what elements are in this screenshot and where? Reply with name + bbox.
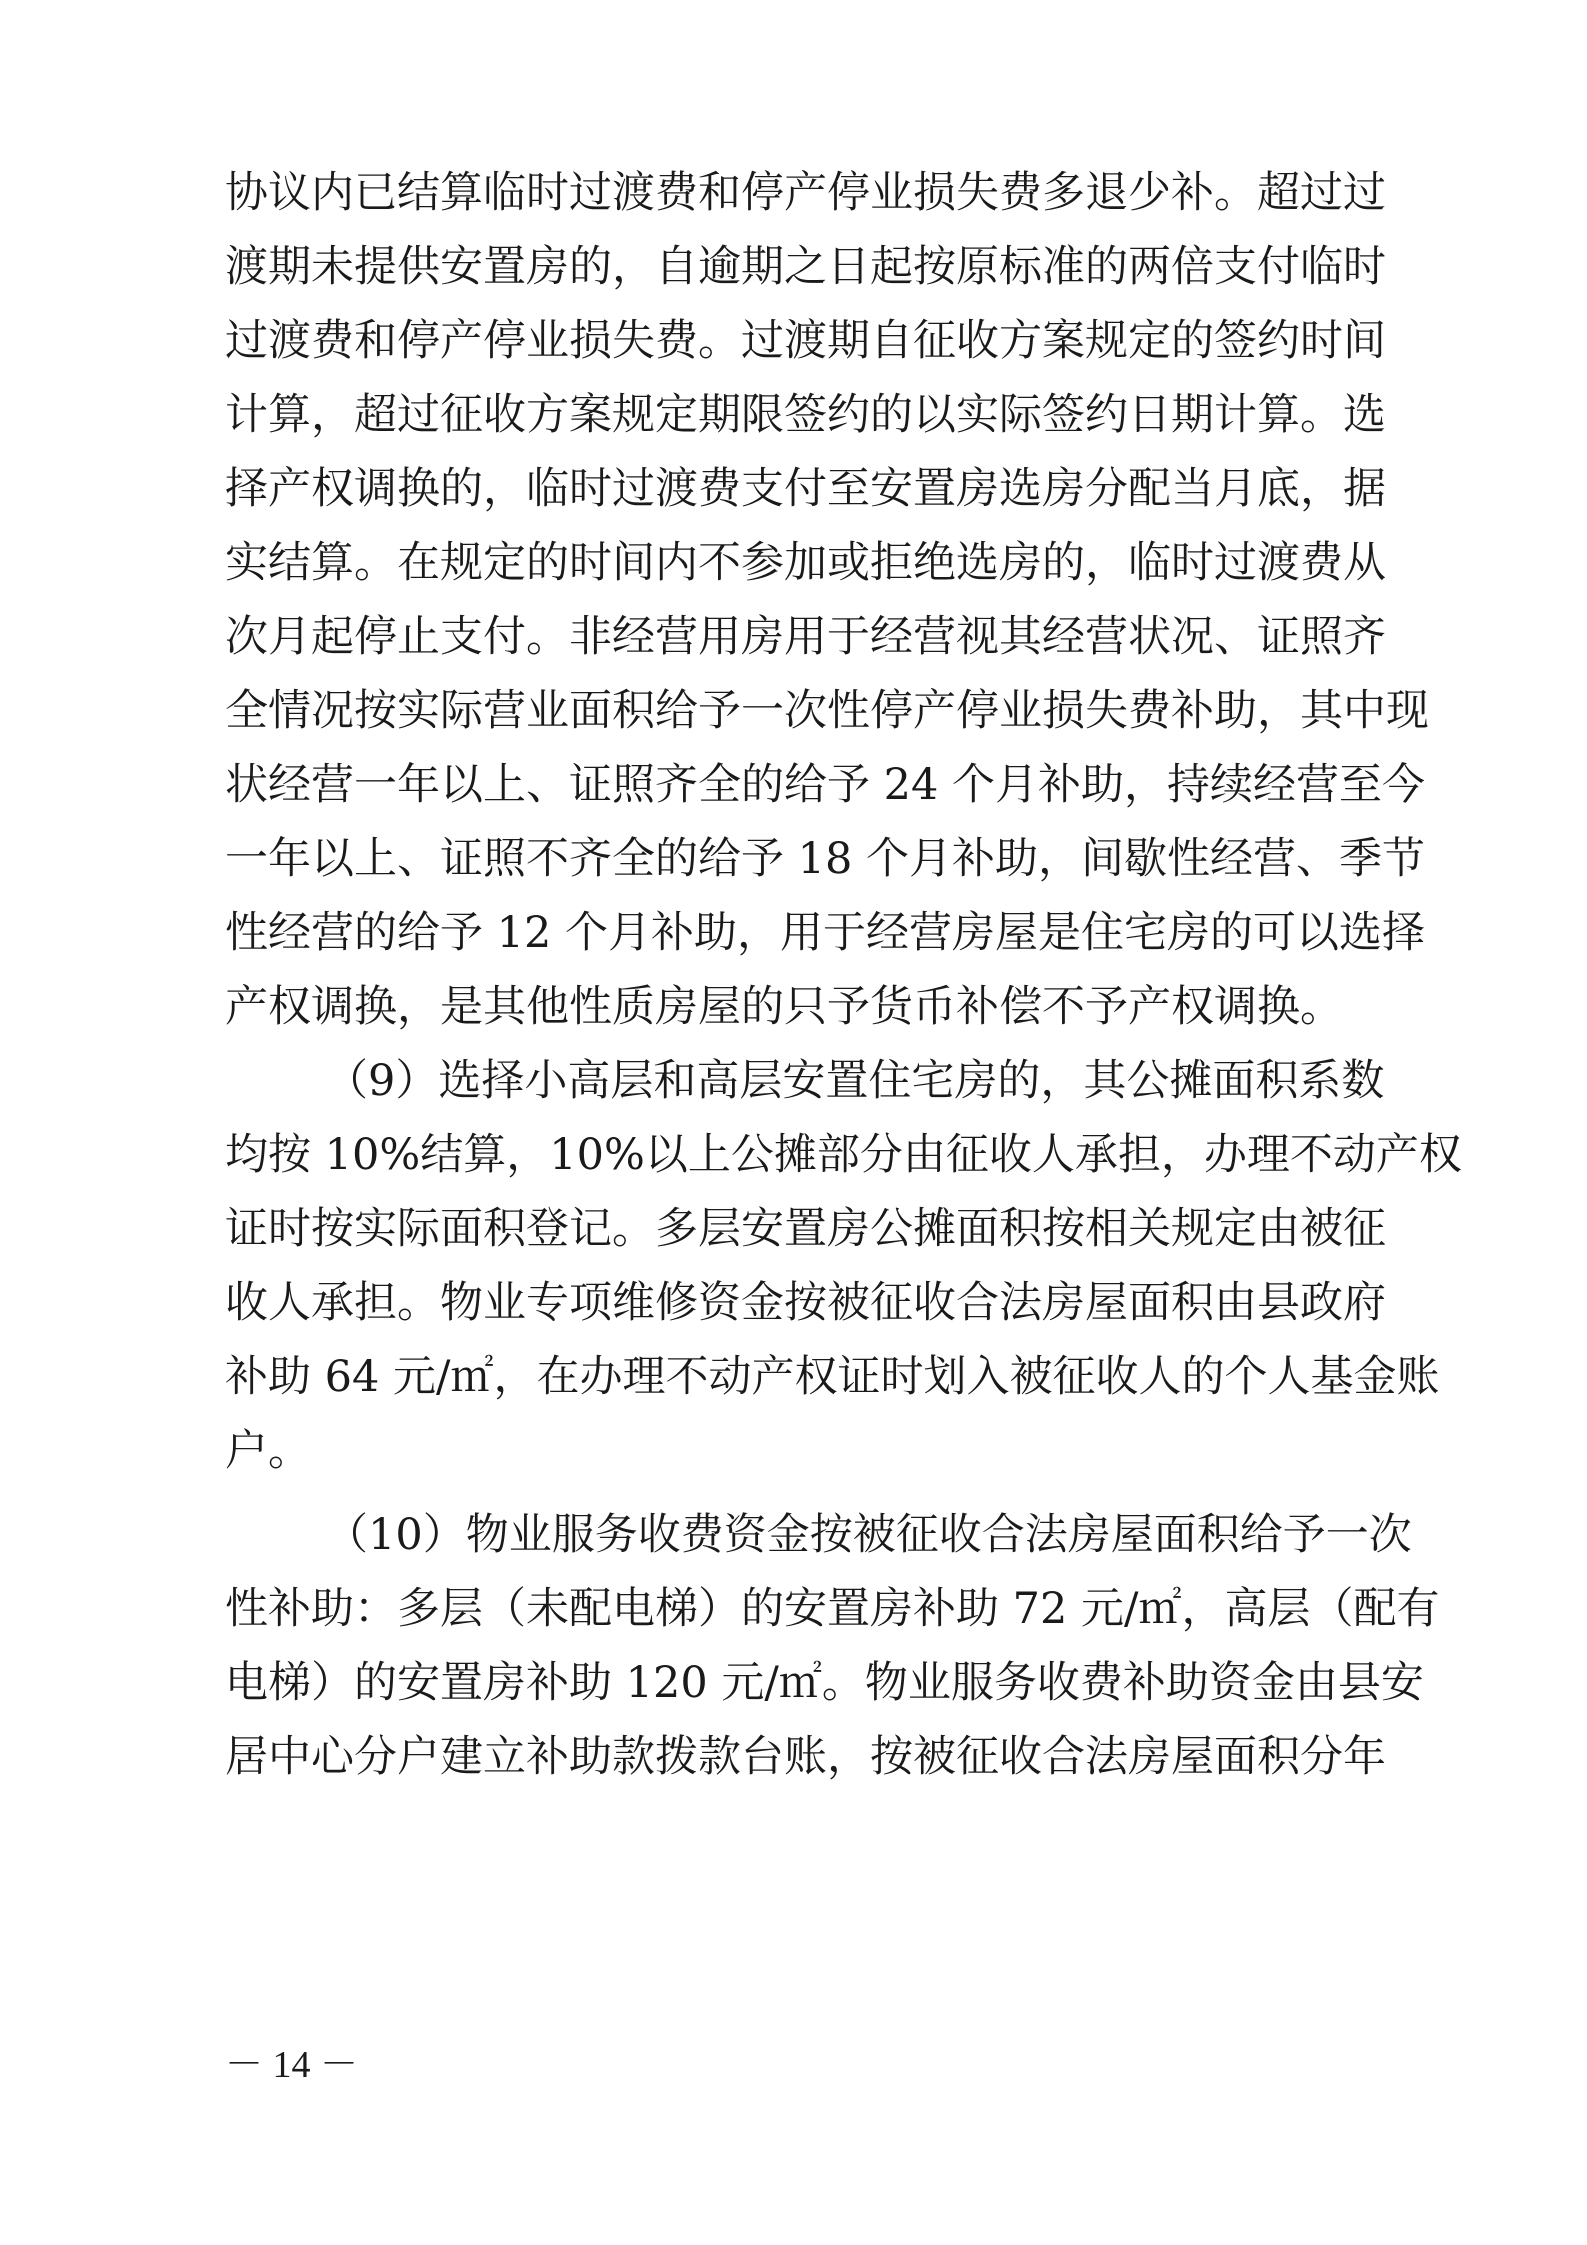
body-text-line: 收人承担。物业专项维修资金按被征收合法房屋面积由县政府 <box>225 1278 1386 1328</box>
body-text-line: 性经营的给予 12 个月补助，用于经营房屋是住宅房的可以选择 <box>225 908 1426 958</box>
paragraph-9-first-line: （9）选择小高层和高层安置住宅房的，其公摊面积系数 <box>325 1056 1385 1106</box>
body-text-line: 渡期未提供安置房的，自逾期之日起按原标准的两倍支付临时 <box>225 242 1386 292</box>
body-text-line: 证时按实际面积登记。多层安置房公摊面积按相关规定由被征 <box>225 1204 1386 1254</box>
body-text-line: 补助 64 元/㎡，在办理不动产权证时划入被征收人的个人基金账 <box>225 1352 1440 1402</box>
body-text-line: 择产权调换的，临时过渡费支付至安置房选房分配当月底，据 <box>225 464 1386 514</box>
body-text-line: 过渡费和停产停业损失费。过渡期自征收方案规定的签约时间 <box>225 316 1386 366</box>
body-text-line: 性补助：多层（未配电梯）的安置房补助 72 元/㎡，高层（配有 <box>225 1584 1440 1634</box>
body-text-line: 均按 10%结算，10%以上公摊部分由征收人承担，办理不动产权 <box>225 1130 1462 1180</box>
body-text-line: 计算，超过征收方案规定期限签约的以实际签约日期计算。选 <box>225 390 1386 440</box>
body-text-line: 协议内已结算临时过渡费和停产停业损失费多退少补。超过过 <box>225 168 1386 218</box>
body-text-line: 状经营一年以上、证照齐全的给予 24 个月补助，持续经营至今 <box>225 760 1426 810</box>
body-text-line: 户。 <box>225 1426 311 1476</box>
paragraph-10-first-line: （10）物业服务收费资金按被征收合法房屋面积给予一次 <box>325 1510 1412 1560</box>
body-text-line: 全情况按实际营业面积给予一次性停产停业损失费补助，其中现 <box>225 686 1429 736</box>
body-text-line: 居中心分户建立补助款拨款台账，按被征收合法房屋面积分年 <box>225 1732 1386 1782</box>
page-number: － 14 － <box>225 2044 359 2086</box>
body-text-line: 电梯）的安置房补助 120 元/㎡。物业服务收费补助资金由县安 <box>225 1658 1424 1708</box>
body-text-line: 一年以上、证照不齐全的给予 18 个月补助，间歇性经营、季节 <box>225 834 1426 884</box>
body-text-line: 实结算。在规定的时间内不参加或拒绝选房的，临时过渡费从 <box>225 538 1386 588</box>
body-text-line: 次月起停止支付。非经营用房用于经营视其经营状况、证照齐 <box>225 612 1386 662</box>
body-text-line: 产权调换，是其他性质房屋的只予货币补偿不予产权调换。 <box>225 982 1343 1032</box>
